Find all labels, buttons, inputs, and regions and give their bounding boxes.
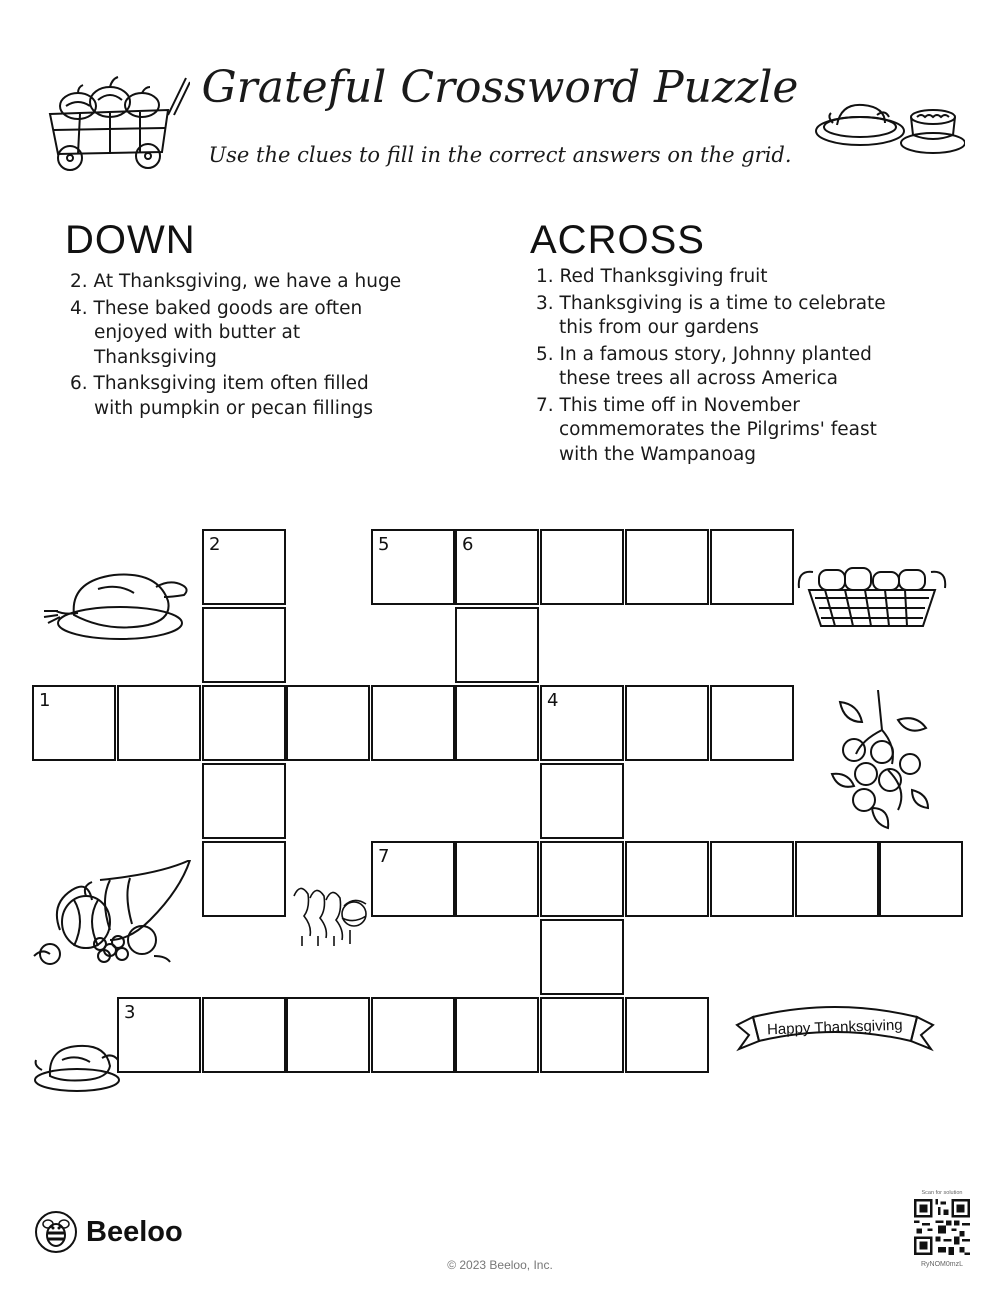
crossword-cell[interactable] <box>710 841 794 917</box>
crossword-cell[interactable] <box>371 841 455 917</box>
crossword-cell[interactable] <box>202 685 286 761</box>
clue-number: 4 <box>547 690 559 711</box>
clue-number: 7 <box>378 846 390 867</box>
crossword-cell[interactable] <box>371 997 455 1073</box>
crossword-cell[interactable] <box>286 997 370 1073</box>
solution-qr[interactable] <box>912 1190 972 1268</box>
crossword-cell[interactable] <box>455 997 539 1073</box>
crossword-cell[interactable] <box>202 763 286 839</box>
crossword-cell[interactable] <box>879 841 963 917</box>
crossword-cell[interactable] <box>117 685 201 761</box>
crossword-cell[interactable] <box>795 841 879 917</box>
qr-code-icon[interactable] <box>914 1199 970 1255</box>
page-title: Grateful Crossword Puzzle <box>201 62 799 113</box>
crossword-cell[interactable] <box>625 685 709 761</box>
down-clue-6: 6. Thanksgiving item often filled with pumpkin or pecan fillings <box>70 373 374 419</box>
turkeys-illustration <box>288 880 370 950</box>
crossword-cell[interactable] <box>117 997 201 1073</box>
crossword-cell[interactable] <box>710 529 794 605</box>
clue-number: 5 <box>378 534 390 555</box>
crossword-cell[interactable] <box>540 763 624 839</box>
across-clue-7: 7. This time off in November commemorates the Pilgrims' feast with the Wampanoag <box>536 394 877 465</box>
crossword-cell[interactable] <box>371 529 455 605</box>
crossword-cell[interactable] <box>202 997 286 1073</box>
crossword-cell[interactable] <box>455 841 539 917</box>
bread-basket-illustration <box>795 562 950 632</box>
clue-number: 6 <box>462 534 474 555</box>
crossword-cell[interactable] <box>202 841 286 917</box>
down-clue-2: 2. At Thanksgiving, we have a huge <box>70 271 402 292</box>
crossword-cell[interactable] <box>540 685 624 761</box>
crossword-cell[interactable] <box>32 685 116 761</box>
crossword-cell[interactable] <box>540 841 624 917</box>
down-heading: DOWN <box>65 218 196 262</box>
across-clue-5: 5. In a famous story, Johnny planted these trees all across America <box>536 343 872 389</box>
crossword-cell[interactable] <box>455 685 539 761</box>
across-clue-1: 1. Red Thanksgiving fruit <box>536 266 768 287</box>
crossword-cell[interactable] <box>625 529 709 605</box>
clue-number: 2 <box>209 534 221 555</box>
crossword-cell[interactable] <box>455 529 539 605</box>
cornucopia-illustration <box>30 860 200 970</box>
brand-name: Beeloo <box>86 1215 183 1248</box>
bee-icon <box>34 1210 78 1254</box>
down-clue-4: 4. These baked goods are often enjoyed with butter at Thanksgiving <box>70 297 363 368</box>
across-heading: ACROSS <box>530 218 705 262</box>
crossword-cell[interactable] <box>625 997 709 1073</box>
brand-logo <box>34 1210 183 1254</box>
clue-number: 1 <box>39 690 51 711</box>
banner-text: Happy Thanksgiving <box>766 1016 903 1039</box>
page-subtitle: Use the clues to fill in the correct answers on the grid. <box>208 143 792 167</box>
crossword-cell[interactable] <box>625 841 709 917</box>
turkey-platter-illustration <box>32 1040 122 1095</box>
cranberries-illustration <box>828 690 938 835</box>
crossword-cell[interactable] <box>710 685 794 761</box>
turkey-and-pie-illustration <box>815 95 965 160</box>
qr-code-text: RyNOM0mzL <box>920 1261 963 1268</box>
crossword-cell[interactable] <box>202 607 286 683</box>
qr-caption: Scan for solution <box>921 1190 963 1196</box>
across-clue-list <box>533 265 893 469</box>
harvest-wagon-illustration <box>40 70 190 175</box>
happy-thanksgiving-banner <box>735 995 935 1067</box>
down-clue-list <box>64 270 404 423</box>
crossword-cell[interactable] <box>371 685 455 761</box>
crossword-cell[interactable] <box>202 529 286 605</box>
across-clue-3: 3. Thanksgiving is a time to celebrate this from our gardens <box>536 292 886 338</box>
crossword-cell[interactable] <box>540 529 624 605</box>
crossword-cell[interactable] <box>455 607 539 683</box>
crossword-cell[interactable] <box>540 997 624 1073</box>
crossword-cell[interactable] <box>540 919 624 995</box>
crossword-cell[interactable] <box>286 685 370 761</box>
copyright: © 2023 Beeloo, Inc. <box>447 1258 553 1272</box>
roast-turkey-illustration <box>38 565 198 645</box>
clue-number: 3 <box>124 1002 136 1023</box>
